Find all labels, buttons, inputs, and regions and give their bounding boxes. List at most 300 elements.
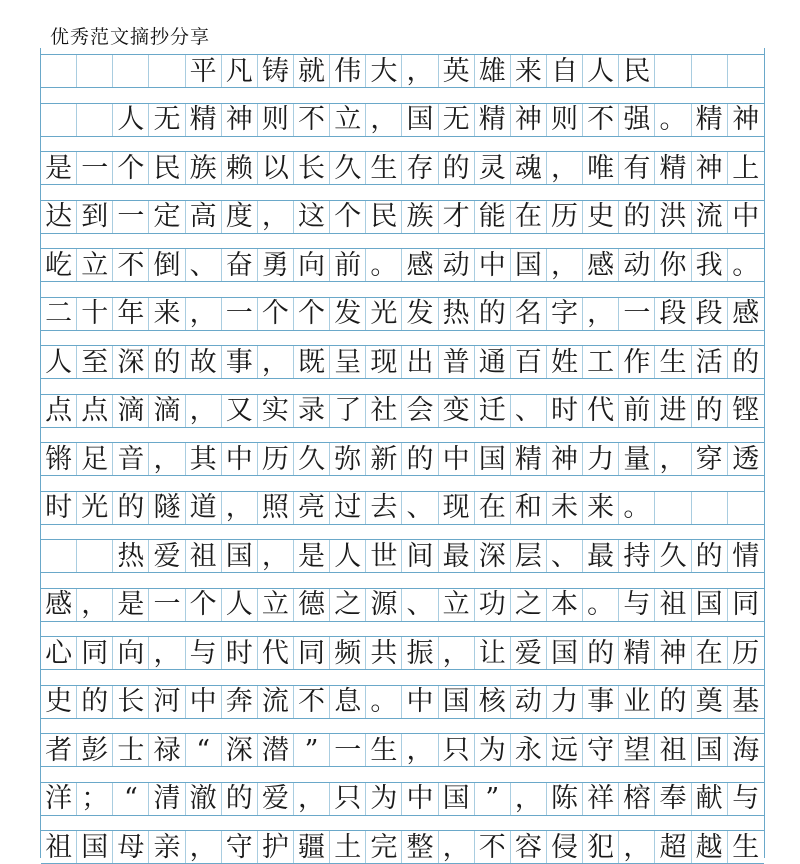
grid-cell: 的 xyxy=(619,201,655,233)
grid-cell: 历 xyxy=(258,443,294,475)
grid-cell: 社 xyxy=(366,395,402,427)
grid-cell: 频 xyxy=(330,637,366,669)
grid-cell: 光 xyxy=(77,492,113,524)
grid-row xyxy=(41,345,764,379)
grid-row xyxy=(41,636,764,670)
grid-cell: 滴 xyxy=(113,395,149,427)
grid-cell xyxy=(77,55,113,87)
grid-cell: 之 xyxy=(330,589,366,621)
grid-cell: 族 xyxy=(402,201,438,233)
grid-cell: ， xyxy=(294,783,330,815)
grid-row xyxy=(41,491,764,525)
grid-cell: 同 xyxy=(732,589,760,620)
grid-cell: 上 xyxy=(732,152,760,184)
grid-cell: 魂 xyxy=(511,152,547,184)
grid-cell: 一 xyxy=(222,298,258,330)
grid-cell: 前 xyxy=(619,395,655,427)
grid-cell: 母 xyxy=(113,831,149,863)
grid-cell: 动 xyxy=(619,249,655,281)
grid-cell: 不 xyxy=(583,104,619,136)
grid-cell: 则 xyxy=(258,104,294,136)
grid-cell: 伟 xyxy=(330,55,366,87)
grid-cell: 唯 xyxy=(583,152,619,184)
manuscript-grid-paper xyxy=(40,48,765,863)
grid-cell: 生 xyxy=(366,734,402,766)
grid-cell: 国 xyxy=(439,686,475,718)
grid-cell: 隧 xyxy=(149,492,185,524)
grid-cell: 和 xyxy=(511,492,547,524)
grid-cell: 。 xyxy=(655,104,691,136)
grid-cell: 一 xyxy=(149,589,185,621)
grid-cell: 精 xyxy=(619,637,655,669)
grid-cell: 为 xyxy=(475,734,511,766)
grid-cell: 段 xyxy=(692,298,728,330)
grid-cell: 迁 xyxy=(475,395,511,427)
grid-cell: 至 xyxy=(77,346,113,378)
grid-cell: 向 xyxy=(113,637,149,669)
grid-cell: ， xyxy=(186,298,222,330)
grid-cell: 基 xyxy=(732,686,760,717)
grid-cell: 民 xyxy=(149,152,185,184)
grid-cell: 国 xyxy=(402,104,438,136)
grid-cell: 本 xyxy=(547,589,583,621)
grid-cell: 爱 xyxy=(258,783,294,815)
grid-row xyxy=(41,200,764,234)
grid-cell: 洋 xyxy=(41,783,77,815)
grid-cell: 足 xyxy=(77,443,113,475)
grid-cell: 的 xyxy=(732,346,760,378)
grid-cell: ， xyxy=(402,55,438,87)
grid-cell: 只 xyxy=(330,783,366,815)
grid-row xyxy=(41,830,764,864)
grid-cell: 大 xyxy=(366,55,402,87)
grid-cell: ， xyxy=(258,540,294,572)
grid-cell: 息 xyxy=(330,686,366,718)
grid-cell: 精 xyxy=(511,443,547,475)
grid-cell: 的 xyxy=(77,686,113,718)
grid-cell: 其 xyxy=(186,443,222,475)
grid-cell: 亲 xyxy=(149,831,185,863)
grid-cell: 过 xyxy=(330,492,366,524)
grid-cell: ， xyxy=(655,443,691,475)
grid-cell: 长 xyxy=(294,152,330,184)
grid-cell: 立 xyxy=(77,249,113,281)
grid-cell: 时 xyxy=(41,492,77,524)
grid-cell: 世 xyxy=(366,540,402,572)
grid-cell: 澈 xyxy=(186,783,222,815)
grid-cell: 能 xyxy=(475,201,511,233)
grid-cell: 故 xyxy=(186,346,222,378)
grid-cell: 照 xyxy=(258,492,294,524)
grid-cell: ， xyxy=(619,831,655,863)
grid-cell: 层 xyxy=(511,540,547,572)
grid-cell: 中 xyxy=(186,686,222,718)
grid-cell: 、 xyxy=(511,395,547,427)
grid-cell: 强 xyxy=(619,104,655,136)
grid-cell xyxy=(655,492,691,524)
grid-cell: 录 xyxy=(294,395,330,427)
grid-cell: 越 xyxy=(692,831,728,863)
grid-cell: 业 xyxy=(619,686,655,718)
grid-cell: 有 xyxy=(619,152,655,184)
grid-cell: 同 xyxy=(294,637,330,669)
grid-cell: 最 xyxy=(439,540,475,572)
grid-cell: 远 xyxy=(547,734,583,766)
grid-cell: 史 xyxy=(583,201,619,233)
grid-cell: 个 xyxy=(294,298,330,330)
grid-cell: 、 xyxy=(402,492,438,524)
grid-cell: 到 xyxy=(77,201,113,233)
grid-cell: 。 xyxy=(619,492,655,524)
grid-cell: 字 xyxy=(547,298,583,330)
grid-cell: 人 xyxy=(41,346,77,378)
grid-cell: 中 xyxy=(439,443,475,475)
grid-cell: 现 xyxy=(366,346,402,378)
grid-cell: 情 xyxy=(732,540,760,572)
grid-cell: 中 xyxy=(222,443,258,475)
grid-row xyxy=(41,248,764,282)
grid-cell xyxy=(149,55,185,87)
grid-cell: 历 xyxy=(732,637,760,669)
grid-cell: 年 xyxy=(113,298,149,330)
grid-cell: 感 xyxy=(583,249,619,281)
grid-cell: 的 xyxy=(149,346,185,378)
grid-cell: 陈 xyxy=(547,783,583,815)
grid-cell: 滴 xyxy=(149,395,185,427)
grid-cell: 不 xyxy=(113,249,149,281)
grid-cell: 活 xyxy=(692,346,728,378)
grid-cell: 的 xyxy=(692,395,728,427)
grid-cell: 洪 xyxy=(655,201,691,233)
grid-cell: 向 xyxy=(294,249,330,281)
grid-cell: 与 xyxy=(186,637,222,669)
grid-cell xyxy=(692,492,728,524)
grid-cell: 持 xyxy=(619,540,655,572)
grid-cell: 来 xyxy=(583,492,619,524)
grid-cell: ， xyxy=(583,298,619,330)
grid-cell: 动 xyxy=(439,249,475,281)
grid-cell: 不 xyxy=(294,104,330,136)
grid-cell: 雄 xyxy=(475,55,511,87)
grid-cell: 点 xyxy=(41,395,77,427)
grid-cell: 无 xyxy=(439,104,475,136)
grid-cell: 不 xyxy=(475,831,511,863)
grid-cell: 未 xyxy=(547,492,583,524)
grid-cell: 容 xyxy=(511,831,547,863)
grid-cell: 国 xyxy=(222,540,258,572)
grid-cell: ， xyxy=(439,831,475,863)
grid-cell: 的 xyxy=(583,637,619,669)
grid-cell: 爱 xyxy=(511,637,547,669)
grid-cell: 流 xyxy=(258,686,294,718)
grid-cell: 中 xyxy=(732,201,760,232)
grid-cell: 赖 xyxy=(222,152,258,184)
grid-cell: 去 xyxy=(366,492,402,524)
grid-cell: 。 xyxy=(366,686,402,718)
grid-cell: 透 xyxy=(732,443,760,475)
grid-cell: 功 xyxy=(475,589,511,621)
grid-cell: 热 xyxy=(113,540,149,572)
grid-cell: 精 xyxy=(475,104,511,136)
grid-cell: 深 xyxy=(222,734,258,766)
grid-cell: 国 xyxy=(692,589,728,621)
grid-cell: 完 xyxy=(366,831,402,863)
grid-cell: 祖 xyxy=(655,734,691,766)
grid-cell: 的 xyxy=(692,540,728,572)
grid-cell: 整 xyxy=(402,831,438,863)
grid-cell: 守 xyxy=(583,734,619,766)
grid-cell: ， xyxy=(439,637,475,669)
grid-cell: 长 xyxy=(113,686,149,718)
grid-cell: 事 xyxy=(583,686,619,718)
grid-cell: 史 xyxy=(41,686,77,718)
grid-cell: 国 xyxy=(439,783,475,815)
grid-cell: 进 xyxy=(655,395,691,427)
grid-cell: 热 xyxy=(439,298,475,330)
grid-cell: 精 xyxy=(186,104,222,136)
grid-cell: 在 xyxy=(475,492,511,524)
grid-cell: 自 xyxy=(547,55,583,87)
grid-cell: 河 xyxy=(149,686,185,718)
grid-cell: 出 xyxy=(402,346,438,378)
grid-row xyxy=(41,588,764,622)
grid-cell: 存 xyxy=(402,152,438,184)
grid-cell: 神 xyxy=(692,152,728,184)
grid-cell: 共 xyxy=(366,637,402,669)
grid-cell: 一 xyxy=(619,298,655,330)
grid-cell: 既 xyxy=(294,346,330,378)
grid-cell: 立 xyxy=(330,104,366,136)
grid-cell: 这 xyxy=(294,201,330,233)
grid-cell: ” xyxy=(475,783,511,815)
grid-cell: 我 xyxy=(692,249,728,281)
grid-cell: ， xyxy=(186,831,222,863)
grid-cell: 力 xyxy=(547,686,583,718)
grid-cell: 动 xyxy=(511,686,547,718)
grid-cell: 潜 xyxy=(258,734,294,766)
grid-cell: 为 xyxy=(366,783,402,815)
grid-cell: ” xyxy=(294,734,330,766)
grid-cell: 则 xyxy=(547,104,583,136)
grid-cell: 感 xyxy=(402,249,438,281)
grid-cell: 发 xyxy=(330,298,366,330)
grid-cell: 国 xyxy=(77,831,113,863)
grid-cell: 新 xyxy=(366,443,402,475)
grid-cell: 望 xyxy=(619,734,655,766)
grid-cell xyxy=(41,55,77,87)
grid-cell: 。 xyxy=(366,249,402,281)
grid-cell: 倒 xyxy=(149,249,185,281)
grid-cell xyxy=(41,540,77,572)
grid-cell: 精 xyxy=(655,152,691,184)
grid-cell: 段 xyxy=(655,298,691,330)
grid-cell: 与 xyxy=(619,589,655,621)
grid-cell: ， xyxy=(222,492,258,524)
grid-cell: 民 xyxy=(366,201,402,233)
grid-cell xyxy=(728,55,764,87)
page-header: 优秀范文摘抄分享 xyxy=(50,26,211,48)
grid-cell: 个 xyxy=(113,152,149,184)
grid-cell: 中 xyxy=(475,249,511,281)
grid-cell: 在 xyxy=(692,637,728,669)
grid-cell: 人 xyxy=(113,104,149,136)
grid-cell: 通 xyxy=(475,346,511,378)
grid-cell: 中 xyxy=(402,686,438,718)
grid-cell: 定 xyxy=(149,201,185,233)
grid-row xyxy=(41,442,764,476)
grid-row xyxy=(41,539,764,573)
grid-cell: 、 xyxy=(186,249,222,281)
grid-cell: 屹 xyxy=(41,249,77,281)
grid-cell: 神 xyxy=(547,443,583,475)
grid-cell: ， xyxy=(149,443,185,475)
grid-cell: 中 xyxy=(402,783,438,815)
grid-cell: 奠 xyxy=(692,686,728,718)
grid-cell: 祖 xyxy=(655,589,691,621)
grid-cell: 国 xyxy=(475,443,511,475)
grid-cell: 生 xyxy=(655,346,691,378)
grid-cell: 的 xyxy=(439,152,475,184)
grid-cell: 神 xyxy=(655,637,691,669)
grid-cell: 流 xyxy=(692,201,728,233)
grid-cell: 又 xyxy=(222,395,258,427)
grid-cell: 德 xyxy=(294,589,330,621)
grid-cell: 高 xyxy=(186,201,222,233)
grid-cell: 名 xyxy=(511,298,547,330)
grid-cell: 族 xyxy=(186,152,222,184)
grid-cell: 现 xyxy=(439,492,475,524)
grid-row xyxy=(41,685,764,719)
grid-cell: 工 xyxy=(583,346,619,378)
grid-cell: 久 xyxy=(330,152,366,184)
grid-cell: 永 xyxy=(511,734,547,766)
grid-cell: 立 xyxy=(439,589,475,621)
grid-row xyxy=(41,151,764,185)
grid-cell: 与 xyxy=(732,783,760,814)
grid-cell: 让 xyxy=(475,637,511,669)
grid-cell: 感 xyxy=(41,589,77,621)
grid-cell: 灵 xyxy=(475,152,511,184)
grid-cell: 一 xyxy=(113,201,149,233)
grid-cell: 十 xyxy=(77,298,113,330)
grid-cell: 人 xyxy=(583,55,619,87)
grid-cell: 无 xyxy=(149,104,185,136)
grid-cell: 普 xyxy=(439,346,475,378)
grid-cell: 在 xyxy=(511,201,547,233)
grid-cell: 了 xyxy=(330,395,366,427)
grid-cell: 弥 xyxy=(330,443,366,475)
grid-cell: 凡 xyxy=(222,55,258,87)
grid-cell: 百 xyxy=(511,346,547,378)
grid-cell: 锵 xyxy=(41,443,77,475)
grid-cell: 禄 xyxy=(149,734,185,766)
grid-cell: 代 xyxy=(258,637,294,669)
grid-row xyxy=(41,54,764,88)
grid-cell xyxy=(41,104,77,136)
grid-cell: 个 xyxy=(258,298,294,330)
grid-cell: 光 xyxy=(366,298,402,330)
grid-cell: 。 xyxy=(732,249,760,281)
grid-cell: 只 xyxy=(439,734,475,766)
grid-cell: 献 xyxy=(692,783,728,815)
grid-cell: 祖 xyxy=(186,540,222,572)
grid-cell: 守 xyxy=(222,831,258,863)
grid-row xyxy=(41,297,764,331)
grid-cell: 爱 xyxy=(149,540,185,572)
grid-cell: 前 xyxy=(330,249,366,281)
grid-cell: 侵 xyxy=(547,831,583,863)
grid-cell: 护 xyxy=(258,831,294,863)
grid-cell: 是 xyxy=(41,152,77,184)
grid-cell: 祖 xyxy=(41,831,77,863)
grid-cell: ， xyxy=(547,152,583,184)
grid-cell: 祥 xyxy=(583,783,619,815)
grid-cell: 奋 xyxy=(222,249,258,281)
grid-cell: 度 xyxy=(222,201,258,233)
grid-cell: 神 xyxy=(511,104,547,136)
grid-cell: 立 xyxy=(258,589,294,621)
grid-cell: 土 xyxy=(330,831,366,863)
grid-cell: 实 xyxy=(258,395,294,427)
grid-cell: 作 xyxy=(619,346,655,378)
grid-cell: 英 xyxy=(439,55,475,87)
grid-cell: 神 xyxy=(222,104,258,136)
grid-cell: 的 xyxy=(113,492,149,524)
grid-cell: 海 xyxy=(732,734,760,766)
grid-cell: 振 xyxy=(402,637,438,669)
grid-cell: 生 xyxy=(732,831,760,863)
grid-cell xyxy=(655,55,691,87)
grid-cell: 核 xyxy=(475,686,511,718)
grid-cell: 点 xyxy=(77,395,113,427)
grid-cell: 清 xyxy=(149,783,185,815)
grid-cell: 姓 xyxy=(547,346,583,378)
grid-cell xyxy=(692,55,728,87)
grid-cell: 历 xyxy=(547,201,583,233)
grid-cell: 时 xyxy=(222,637,258,669)
grid-cell: ， xyxy=(186,395,222,427)
grid-cell: 彭 xyxy=(77,734,113,766)
grid-cell: 来 xyxy=(511,55,547,87)
grid-cell: 是 xyxy=(294,540,330,572)
grid-cell: 精 xyxy=(692,104,728,136)
grid-cell: 达 xyxy=(41,201,77,233)
grid-cell: 同 xyxy=(77,637,113,669)
grid-cell: 会 xyxy=(402,395,438,427)
grid-cell: 奔 xyxy=(222,686,258,718)
grid-cell: 一 xyxy=(330,734,366,766)
grid-cell: 的 xyxy=(475,298,511,330)
grid-row xyxy=(41,733,764,767)
grid-cell: 者 xyxy=(41,734,77,766)
grid-cell: 平 xyxy=(186,55,222,87)
grid-cell: 心 xyxy=(41,637,77,669)
grid-cell: 的 xyxy=(402,443,438,475)
grid-cell: 铸 xyxy=(258,55,294,87)
grid-cell: ， xyxy=(511,783,547,815)
grid-row xyxy=(41,103,764,137)
grid-cell: 铿 xyxy=(732,395,760,426)
grid-cell: 、 xyxy=(547,540,583,572)
grid-cell: 久 xyxy=(294,443,330,475)
grid-cell: 疆 xyxy=(294,831,330,863)
grid-cell: 音 xyxy=(113,443,149,475)
grid-cell: 二 xyxy=(41,298,77,330)
grid-cell: 久 xyxy=(655,540,691,572)
grid-cell: 深 xyxy=(475,540,511,572)
grid-cell: 不 xyxy=(294,686,330,718)
grid-cell: 犯 xyxy=(583,831,619,863)
